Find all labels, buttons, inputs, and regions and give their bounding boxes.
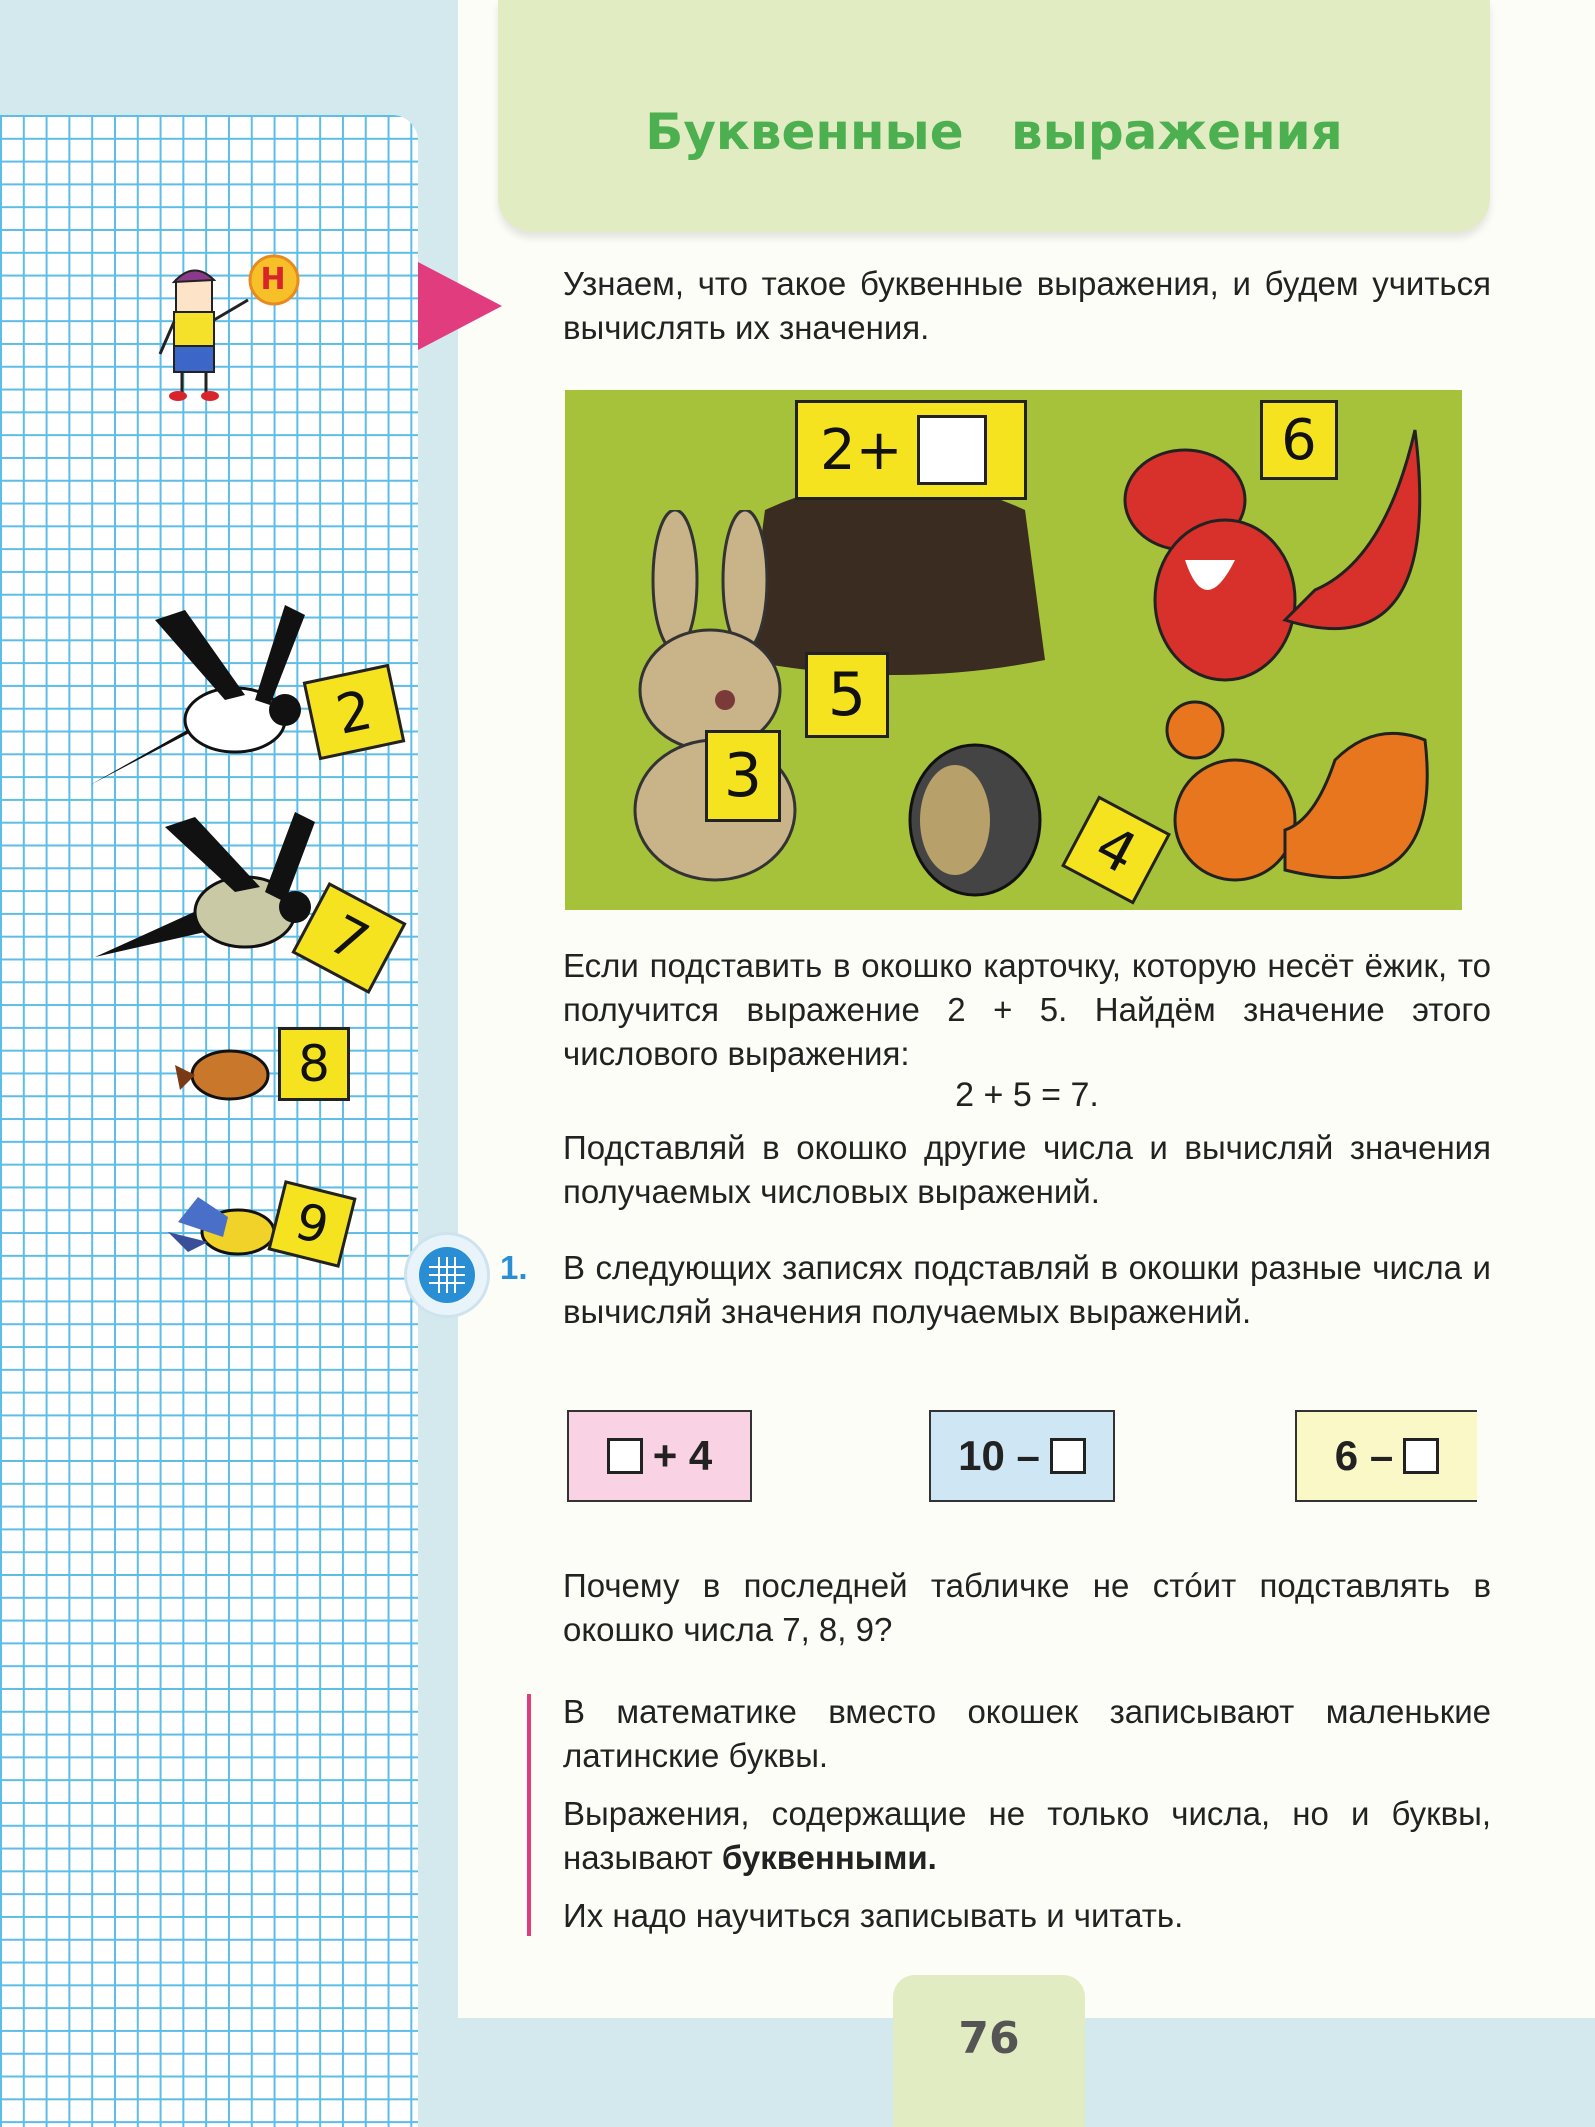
explanation-paragraph-1: Если подставить в окошко карточку, которую несёт ёжик, то получится выражение 2 + 5. Найдём значение этого числового выражения:: [563, 947, 1491, 1072]
magpie-card: 2: [303, 664, 406, 761]
squirrel-card: 4: [1061, 795, 1171, 904]
rule-paragraph-2: [563, 1792, 1491, 1880]
grid-task-icon: [404, 1232, 490, 1318]
page-number-tab: [893, 1975, 1085, 2127]
squirrel-icon: [1115, 680, 1455, 910]
mascot-badge: Н: [260, 262, 286, 297]
task-number: 1.: [500, 1249, 528, 1286]
term-bukvennymi: буквенными.: [721, 1839, 937, 1876]
bluebird-card: 9: [267, 1180, 356, 1268]
stump-card: [795, 400, 1027, 500]
sparrow-icon: [175, 1035, 285, 1115]
rule-paragraph-1: В математике вместо окошек записывают маленькие латинские буквы.: [563, 1693, 1491, 1774]
empty-window: [607, 1438, 643, 1474]
expression-box-1: [567, 1410, 752, 1502]
pointer-triangle-icon: [418, 262, 502, 350]
expression-box-2: [929, 1410, 1115, 1502]
intro-text: Узнаем, что такое буквенные выражения, и будем учиться вычислять их значения.: [563, 265, 1491, 346]
expression-1-text: + 4: [652, 1432, 713, 1479]
empty-window: [917, 415, 987, 485]
rule-marker-bar: [527, 1694, 531, 1936]
sparrow-card: 8: [278, 1027, 350, 1101]
rule-paragraph-2-start: Выражения, содержащие не только числа, но и буквы, называют: [563, 1795, 1491, 1876]
page-number: 76: [958, 2013, 1020, 2064]
question-text: Почему в последней табличке не стóит подставлять в окошко числа 7, 8, 9?: [563, 1567, 1491, 1648]
hedgehog-card: 5: [805, 652, 889, 738]
animals-illustration: [565, 390, 1462, 910]
crow-card: 7: [291, 882, 406, 994]
expression-2-text: 10 –: [958, 1432, 1040, 1479]
expression-box-3: [1295, 1410, 1477, 1502]
stump-card-label: 2+: [820, 417, 903, 483]
grid-paper-panel: [0, 115, 418, 2127]
rule-paragraph-3: Их надо научиться записывать и читать.: [563, 1897, 1184, 1934]
explanation-paragraph-2: Подставляй в окошко другие числа и вычисляй значения получаемых числовых выражений.: [563, 1129, 1491, 1210]
bluebird-icon: [168, 1192, 288, 1272]
magpie-icon: [85, 600, 315, 790]
title-banner: [498, 0, 1490, 232]
grid-icon: [407, 1235, 487, 1315]
page-title: Буквенные выражения: [645, 103, 1343, 161]
hare-icon: [605, 510, 825, 890]
hare-card: 3: [705, 730, 781, 822]
empty-window: [1050, 1438, 1086, 1474]
crow-icon: [95, 812, 325, 982]
empty-window: [1403, 1438, 1439, 1474]
task-text: В следующих записях подставляй в окошки разные числа и вычисляй значения получаемых выражений.: [563, 1249, 1491, 1330]
expression-3-text: 6 –: [1334, 1432, 1394, 1479]
fox-card: 6: [1260, 400, 1338, 480]
example-formula: 2 + 5 = 7.: [955, 1076, 1099, 1114]
hedgehog-icon: [895, 710, 1045, 900]
